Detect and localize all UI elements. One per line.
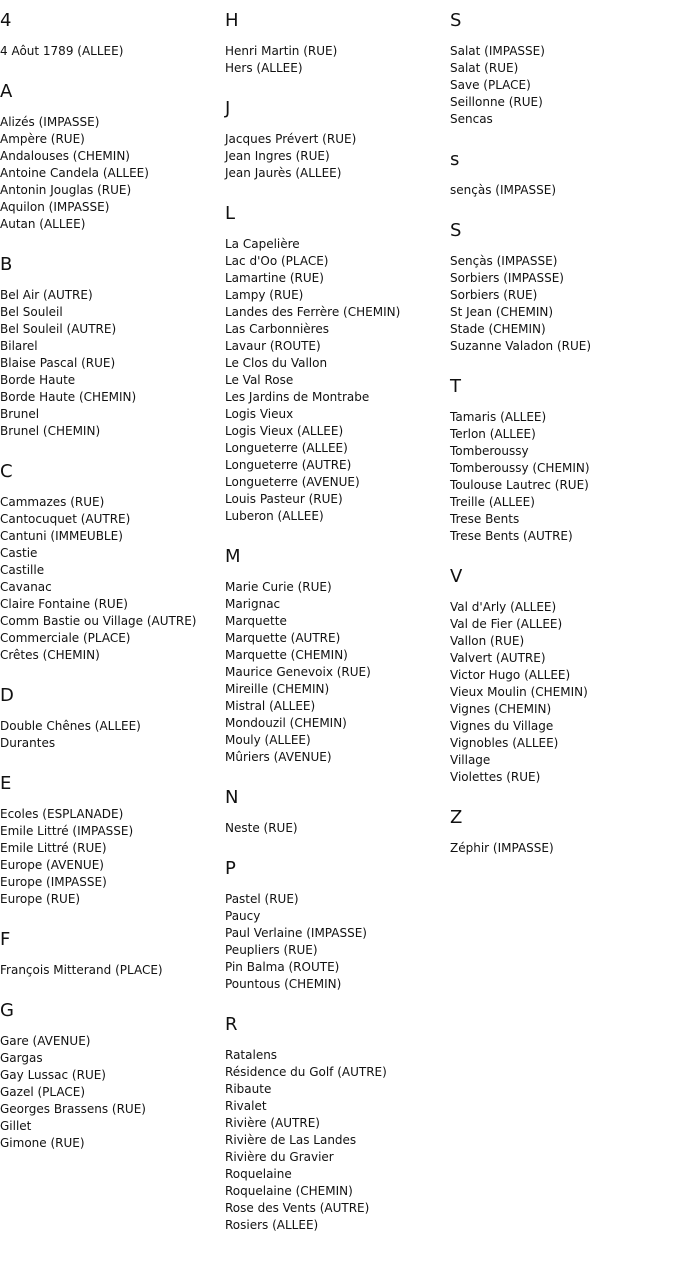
street-item: Tamaris (ALLEE) xyxy=(450,410,547,424)
section-letter-heading: P xyxy=(225,858,236,879)
section-letter-heading: Z xyxy=(450,807,463,828)
street-item: Maurice Genevoix (RUE) xyxy=(225,665,371,679)
street-item: Las Carbonnières xyxy=(225,322,329,336)
street-item: Logis Vieux (ALLEE) xyxy=(225,424,344,438)
street-item: Pastel (RUE) xyxy=(225,892,299,906)
section-s xyxy=(450,148,670,199)
section-letter-heading: C xyxy=(0,461,13,482)
street-item: Brunel (CHEMIN) xyxy=(0,424,101,438)
street-item: Brunel xyxy=(0,407,40,421)
street-list xyxy=(225,820,445,837)
street-item: Comm Bastie ou Village (AUTRE) xyxy=(0,614,197,628)
street-list xyxy=(0,1033,220,1152)
street-item: Cantocuquet (AUTRE) xyxy=(0,512,131,526)
section-j xyxy=(225,97,445,182)
street-item: Antoine Candela (ALLEE) xyxy=(0,166,149,180)
street-item: Georges Brassens (RUE) xyxy=(0,1102,146,1116)
street-list xyxy=(225,131,445,182)
street-list xyxy=(450,182,670,199)
section-letter-heading: H xyxy=(225,10,239,31)
street-item: Mistral (ALLEE) xyxy=(225,699,316,713)
street-item: Le Clos du Vallon xyxy=(225,356,328,370)
section-letter-heading: s xyxy=(450,149,460,170)
street-item: Sençàs (IMPASSE) xyxy=(450,254,558,268)
street-item: Castille xyxy=(0,563,45,577)
street-item: Val d'Arly (ALLEE) xyxy=(450,600,557,614)
section-v xyxy=(450,565,670,786)
street-item: Rivalet xyxy=(225,1099,267,1113)
street-item: Vignes (CHEMIN) xyxy=(450,702,552,716)
street-item: Mouly (ALLEE) xyxy=(225,733,311,747)
section-r xyxy=(225,1013,445,1234)
street-item: Gargas xyxy=(0,1051,43,1065)
street-item: Ribaute xyxy=(225,1082,272,1096)
street-item: 4 Aôut 1789 (ALLEE) xyxy=(0,44,124,58)
section-letter-heading: F xyxy=(0,929,11,950)
street-list xyxy=(225,891,445,993)
street-item: Roquelaine xyxy=(225,1167,292,1181)
street-item: Henri Martin (RUE) xyxy=(225,44,338,58)
street-list xyxy=(0,114,220,233)
street-item: François Mitterand (PLACE) xyxy=(0,963,163,977)
index-column-3 xyxy=(450,9,670,877)
street-item: Terlon (ALLEE) xyxy=(450,427,536,441)
street-item: Andalouses (CHEMIN) xyxy=(0,149,130,163)
street-list xyxy=(0,494,220,664)
street-list xyxy=(225,579,445,766)
section-letter-heading: A xyxy=(0,81,13,102)
street-item: Trese Bents xyxy=(450,512,520,526)
street-item: Borde Haute (CHEMIN) xyxy=(0,390,137,404)
street-item: Pountous (CHEMIN) xyxy=(225,977,342,991)
street-item: Marquette (CHEMIN) xyxy=(225,648,348,662)
street-item: Jacques Prévert (RUE) xyxy=(225,132,357,146)
street-item: Salat (IMPASSE) xyxy=(450,44,545,58)
street-item: Sencas xyxy=(450,112,493,126)
index-column-1 xyxy=(0,9,220,1172)
street-item: Trese Bents (AUTRE) xyxy=(450,529,573,543)
street-item: Mondouzil (CHEMIN) xyxy=(225,716,347,730)
section-letter-heading: M xyxy=(225,546,241,567)
street-item: Rivière du Gravier xyxy=(225,1150,334,1164)
street-list xyxy=(0,718,220,752)
street-item: Treille (ALLEE) xyxy=(450,495,535,509)
section-letter-heading: S xyxy=(450,220,462,241)
street-list xyxy=(450,43,670,128)
street-item: Village xyxy=(450,753,491,767)
street-item: Bel Air (AUTRE) xyxy=(0,288,93,302)
street-item: Marquette (AUTRE) xyxy=(225,631,341,645)
street-item: Bilarel xyxy=(0,339,38,353)
street-list xyxy=(0,287,220,440)
street-item: Europe (AVENUE) xyxy=(0,858,104,872)
section-l xyxy=(225,202,445,525)
section-s xyxy=(450,219,670,355)
section-letter-heading: G xyxy=(0,1000,14,1021)
street-item: Antonin Jouglas (RUE) xyxy=(0,183,132,197)
street-item: Pin Balma (ROUTE) xyxy=(225,960,340,974)
street-item: Logis Vieux xyxy=(225,407,294,421)
section-c xyxy=(0,460,220,664)
street-item: Sorbiers (IMPASSE) xyxy=(450,271,564,285)
street-item: Louis Pasteur (RUE) xyxy=(225,492,343,506)
street-item: Val de Fier (ALLEE) xyxy=(450,617,563,631)
street-item: Ratalens xyxy=(225,1048,278,1062)
street-item: St Jean (CHEMIN) xyxy=(450,305,554,319)
street-item: Le Val Rose xyxy=(225,373,294,387)
street-item: Lavaur (ROUTE) xyxy=(225,339,321,353)
street-item: Paul Verlaine (IMPASSE) xyxy=(225,926,367,940)
street-item: Rivière de Las Landes xyxy=(225,1133,357,1147)
section-letter-heading: 4 xyxy=(0,10,12,31)
section-g xyxy=(0,999,220,1152)
section-p xyxy=(225,857,445,993)
street-item: Violettes (RUE) xyxy=(450,770,541,784)
street-list xyxy=(225,1047,445,1234)
section-letter-heading: N xyxy=(225,787,239,808)
street-item: Gare (AVENUE) xyxy=(0,1034,91,1048)
street-item: Marignac xyxy=(225,597,281,611)
street-list xyxy=(225,43,445,77)
street-item: Marquette xyxy=(225,614,287,628)
section-h xyxy=(225,9,445,77)
street-item: Blaise Pascal (RUE) xyxy=(0,356,116,370)
section-m xyxy=(225,545,445,766)
index-column-2 xyxy=(225,9,445,1254)
street-list xyxy=(450,599,670,786)
street-item: Les Jardins de Montrabe xyxy=(225,390,370,404)
street-list xyxy=(450,409,670,545)
street-item: Bel Souleil (AUTRE) xyxy=(0,322,117,336)
section-letter-heading: S xyxy=(450,10,462,31)
street-item: sençàs (IMPASSE) xyxy=(450,183,557,197)
street-item: Save (PLACE) xyxy=(450,78,531,92)
street-list xyxy=(0,806,220,908)
street-item: Gillet xyxy=(0,1119,32,1133)
street-item: Gimone (RUE) xyxy=(0,1136,85,1150)
street-item: La Capelière xyxy=(225,237,300,251)
street-item: Rosiers (ALLEE) xyxy=(225,1218,319,1232)
street-item: Double Chênes (ALLEE) xyxy=(0,719,141,733)
street-item: Peupliers (RUE) xyxy=(225,943,318,957)
street-item: Autan (ALLEE) xyxy=(0,217,86,231)
street-item: Crêtes (CHEMIN) xyxy=(0,648,100,662)
street-item: Seillonne (RUE) xyxy=(450,95,543,109)
section-letter-heading: R xyxy=(225,1014,238,1035)
street-item: Paucy xyxy=(225,909,261,923)
street-item: Aquilon (IMPASSE) xyxy=(0,200,110,214)
street-item: Jean Jaurès (ALLEE) xyxy=(225,166,342,180)
street-item: Longueterre (AVENUE) xyxy=(225,475,360,489)
section-s xyxy=(450,9,670,128)
street-list xyxy=(450,253,670,355)
section-4 xyxy=(0,9,220,60)
street-item: Borde Haute xyxy=(0,373,76,387)
section-letter-heading: E xyxy=(0,773,12,794)
street-item: Longueterre (ALLEE) xyxy=(225,441,348,455)
street-item: Cantuni (IMMEUBLE) xyxy=(0,529,123,543)
street-item: Victor Hugo (ALLEE) xyxy=(450,668,571,682)
street-item: Stade (CHEMIN) xyxy=(450,322,546,336)
section-letter-heading: T xyxy=(450,376,461,397)
street-item: Commerciale (PLACE) xyxy=(0,631,131,645)
street-list xyxy=(450,840,670,857)
section-letter-heading: V xyxy=(450,566,463,587)
section-letter-heading: D xyxy=(0,685,14,706)
street-item: Alizés (IMPASSE) xyxy=(0,115,100,129)
street-item: Résidence du Golf (AUTRE) xyxy=(225,1065,387,1079)
section-a xyxy=(0,80,220,233)
street-item: Durantes xyxy=(0,736,56,750)
street-item: Sorbiers (RUE) xyxy=(450,288,538,302)
street-item: Vignes du Village xyxy=(450,719,554,733)
street-item: Lampy (RUE) xyxy=(225,288,304,302)
street-item: Gazel (PLACE) xyxy=(0,1085,86,1099)
street-list xyxy=(225,236,445,525)
street-item: Valvert (AUTRE) xyxy=(450,651,546,665)
street-item: Ampère (RUE) xyxy=(0,132,85,146)
street-item: Jean Ingres (RUE) xyxy=(225,149,330,163)
street-item: Rose des Vents (AUTRE) xyxy=(225,1201,370,1215)
street-item: Europe (RUE) xyxy=(0,892,81,906)
street-item: Suzanne Valadon (RUE) xyxy=(450,339,592,353)
section-letter-heading: B xyxy=(0,254,13,275)
section-e xyxy=(0,772,220,908)
street-item: Mireille (CHEMIN) xyxy=(225,682,330,696)
street-item: Claire Fontaine (RUE) xyxy=(0,597,128,611)
section-n xyxy=(225,786,445,837)
street-item: Ecoles (ESPLANADE) xyxy=(0,807,124,821)
street-item: Toulouse Lautrec (RUE) xyxy=(450,478,589,492)
street-item: Mûriers (AVENUE) xyxy=(225,750,332,764)
street-item: Vallon (RUE) xyxy=(450,634,525,648)
street-item: Roquelaine (CHEMIN) xyxy=(225,1184,353,1198)
street-item: Tomberoussy xyxy=(450,444,529,458)
street-item: Gay Lussac (RUE) xyxy=(0,1068,106,1082)
street-item: Longueterre (AUTRE) xyxy=(225,458,352,472)
street-item: Marie Curie (RUE) xyxy=(225,580,332,594)
section-letter-heading: L xyxy=(225,203,236,224)
street-item: Emile Littré (IMPASSE) xyxy=(0,824,134,838)
street-item: Vieux Moulin (CHEMIN) xyxy=(450,685,588,699)
street-item: Lamartine (RUE) xyxy=(225,271,324,285)
section-f xyxy=(0,928,220,979)
section-b xyxy=(0,253,220,440)
street-item: Bel Souleil xyxy=(0,305,63,319)
street-item: Cammazes (RUE) xyxy=(0,495,105,509)
street-item: Luberon (ALLEE) xyxy=(225,509,324,523)
section-d xyxy=(0,684,220,752)
street-item: Cavanac xyxy=(0,580,52,594)
street-item: Rivière (AUTRE) xyxy=(225,1116,320,1130)
street-item: Landes des Ferrère (CHEMIN) xyxy=(225,305,401,319)
street-item: Europe (IMPASSE) xyxy=(0,875,107,889)
street-list xyxy=(0,43,220,60)
street-item: Vignobles (ALLEE) xyxy=(450,736,559,750)
street-item: Castie xyxy=(0,546,38,560)
street-list xyxy=(0,962,220,979)
section-t xyxy=(450,375,670,545)
street-item: Zéphir (IMPASSE) xyxy=(450,841,554,855)
street-item: Neste (RUE) xyxy=(225,821,298,835)
section-z xyxy=(450,806,670,857)
street-item: Emile Littré (RUE) xyxy=(0,841,107,855)
street-item: Salat (RUE) xyxy=(450,61,519,75)
street-item: Tomberoussy (CHEMIN) xyxy=(450,461,590,475)
street-item: Hers (ALLEE) xyxy=(225,61,303,75)
street-item: Lac d'Oo (PLACE) xyxy=(225,254,329,268)
section-letter-heading: J xyxy=(225,98,231,119)
